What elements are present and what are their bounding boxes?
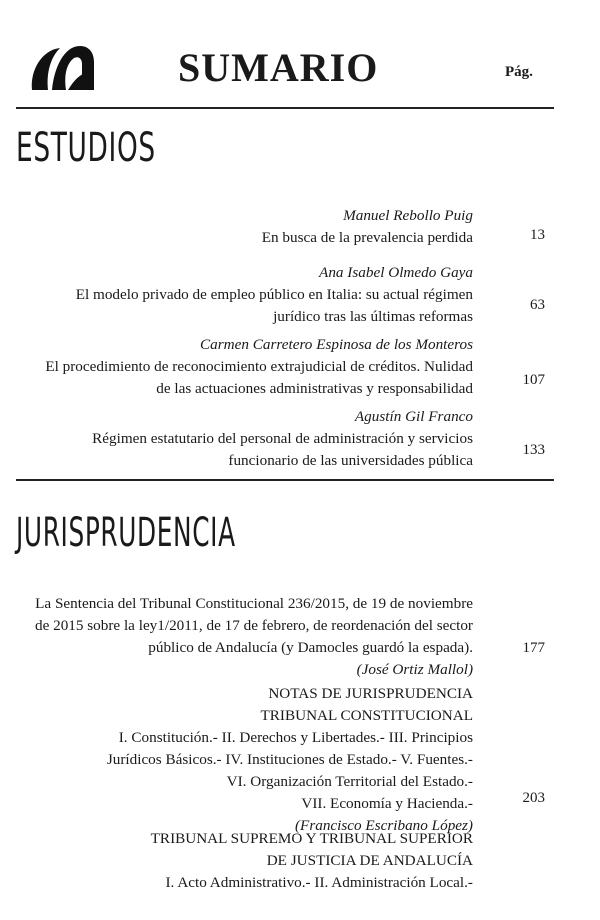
entry-author: (José Ortiz Mallol) — [356, 661, 473, 678]
entry-author: Manuel Rebollo Puig — [343, 207, 473, 224]
entry-heading: TRIBUNAL SUPREMO Y TRIBUNAL SUPERIOR — [150, 830, 473, 847]
section-title-estudios: ESTUDIOS — [16, 125, 156, 171]
toc-entry — [45, 334, 473, 400]
entry-title-line: En busca de la prevalencia perdida — [261, 229, 473, 246]
entry-author: Ana Isabel Olmedo Gaya — [319, 264, 473, 281]
page-title: SUMARIO — [178, 45, 379, 90]
entry-title-line: de las actuaciones administrativas y responsabilidad — [156, 380, 473, 397]
toc-entry — [151, 828, 473, 894]
journal-logo — [28, 40, 96, 92]
entry-title-line: jurídico tras las últimas reformas — [273, 308, 473, 325]
page-number: 203 — [522, 790, 545, 806]
section-rule — [16, 479, 554, 481]
page-number: 107 — [522, 372, 545, 388]
entry-title-line: El procedimiento de reconocimiento extrajudicial de créditos. Nulidad — [45, 358, 473, 375]
entry-title-line: I. Constitución.- II. Derechos y Libertades.- III. Principios — [118, 729, 473, 746]
page-number: 177 — [522, 640, 545, 656]
entry-title-line: La Sentencia del Tribunal Constitucional 236/2015, de 19 de noviembre — [35, 595, 473, 612]
toc-entry — [92, 406, 473, 472]
entry-title-line: I. Acto Administrativo.- II. Administración Local.- — [165, 874, 473, 891]
entry-author: Carmen Carretero Espinosa de los Monteros — [200, 336, 473, 353]
toc-entry — [35, 593, 473, 681]
entry-title-line: Régimen estatutario del personal de administración y servicios — [92, 430, 473, 447]
toc-entry — [107, 683, 473, 837]
page-number: 13 — [530, 227, 545, 243]
page-number: 133 — [522, 442, 545, 458]
entry-heading: DE JUSTICIA DE ANDALUCÍA — [266, 852, 473, 869]
entry-title-line: VI. Organización Territorial del Estado.- — [226, 773, 473, 790]
entry-author: (Francisco Escribano López) — [294, 817, 473, 834]
entry-title-line: Jurídicos Básicos.- IV. Instituciones de Estado.- V. Fuentes.- — [106, 751, 473, 768]
toc-entry — [262, 205, 473, 249]
toc-entry — [76, 262, 473, 328]
header-rule — [16, 107, 554, 109]
page-column-label: Pág. — [505, 64, 533, 80]
entry-title-line: VII. Economía y Hacienda.- — [301, 795, 473, 812]
page-number: 63 — [530, 297, 545, 313]
entry-author: Agustín Gil Franco — [354, 408, 473, 425]
entry-title-line: funcionario de las universidades pública — [228, 452, 473, 469]
entry-title-line: El modelo privado de empleo público en Italia: su actual régimen — [75, 286, 473, 303]
entry-title-line: de 2015 sobre la ley1/2011, de 17 de febrero, de reordenación del sector — [34, 617, 473, 634]
entry-heading: NOTAS DE JURISPRUDENCIA — [268, 685, 473, 702]
entry-heading: TRIBUNAL CONSTITUCIONAL — [260, 707, 473, 724]
entry-title-line: público de Andalucía (y Damocles guardó la espada). — [148, 639, 473, 656]
section-title-jurisprudencia: JURISPRUDENCIA — [16, 510, 236, 556]
